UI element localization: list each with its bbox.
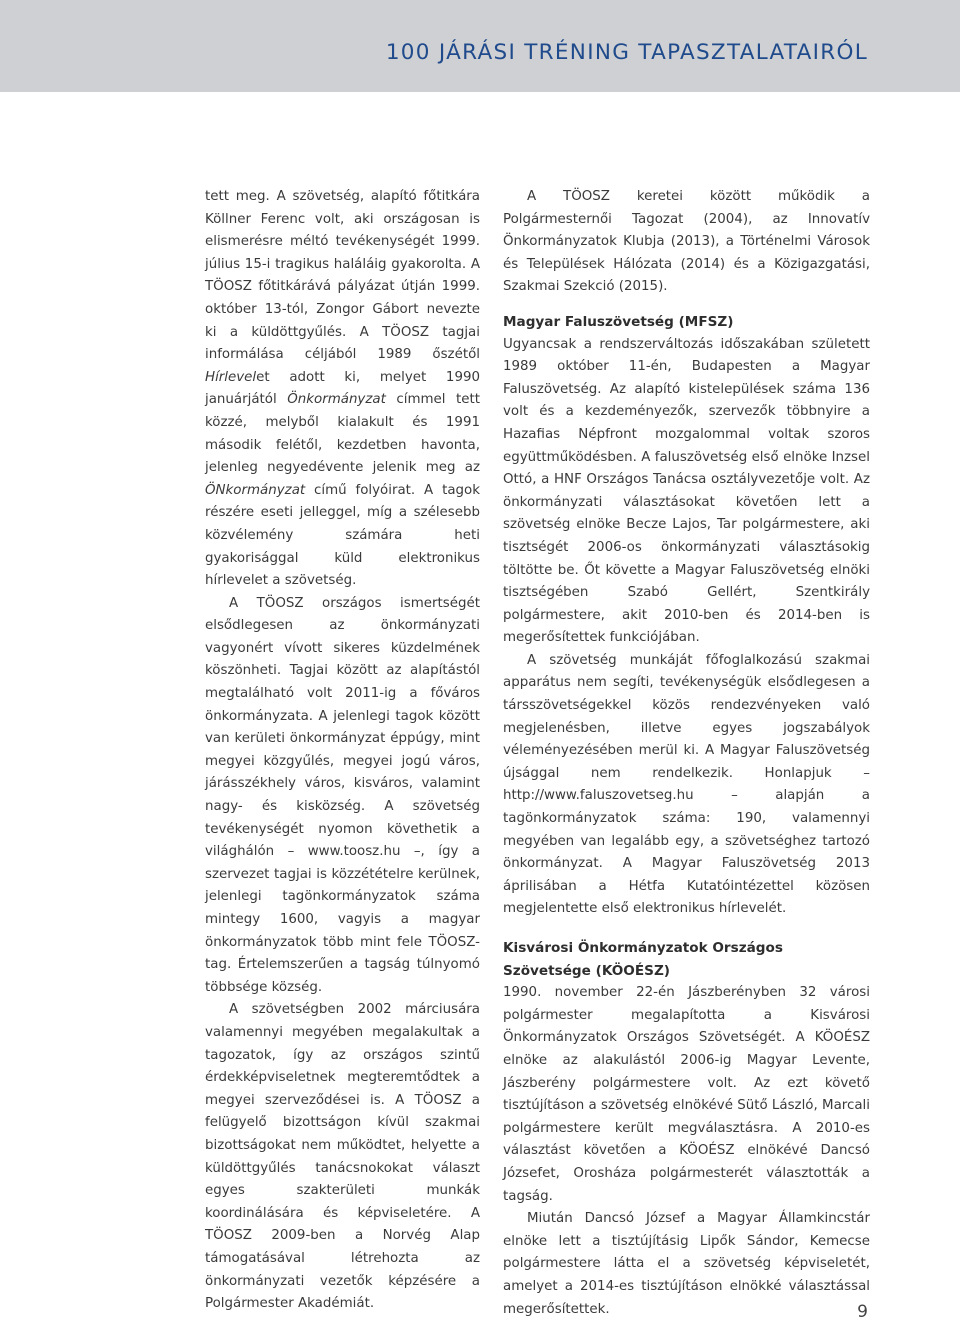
left-column xyxy=(205,186,480,1316)
italic-run: Hírlevel xyxy=(205,369,257,385)
page-number: 9 xyxy=(857,1302,868,1322)
text-run: címmel tett közzé, melyből kialakult és 1991 második felétől, kezdetben havonta, jelenleg negyedévente jelenik meg az xyxy=(205,392,480,476)
left-paragraph-1 xyxy=(205,186,480,593)
right-paragraph-1: A TÖOSZ keretei között működik a Polgármesternői Tagozat (2004), az Innovatív Önkormányzatok Klubja (2013), a Történelmi Városok és Települések Hálózata (2014) és a Közigazgatási, Szakmai Szekció (2015). xyxy=(503,189,870,295)
page-header xyxy=(0,0,960,92)
text-run: et adott ki, melyet 1990 januárjától xyxy=(205,369,480,408)
text-run: tett meg. A szövetség, alapító főtitkára Köllner Ferenc volt, aki országosan is elismerésre méltó tevékenységét 1999. július 15-i tragikus haláláig gyakorolta. A TÖOSZ főtitkárává pályázat útján 1999. október 13-tól, Zongor Gábort nevezte ki a küldöttgyűlés. A TÖOSZ tagjai informálása céljából 1989 őszétől xyxy=(205,189,480,363)
right-paragraph-5: Miután Dancsó József a Magyar Államkincstár elnöke lett a tisztújításig Lipők Sándor, Kemecse polgármestere látta el a szövetség képviseletét, amelyet a 2014-es tisztújításon elnökké választással megerősítettek. xyxy=(503,1211,870,1317)
section-heading-kooesz: Kisvárosi Önkormányzatok Országos Szövetsége (KÖOÉSZ) xyxy=(503,940,783,979)
text-run: című folyóirat. A tagok részére eseti jelleggel, míg a szélesebb közvélemény számára heti gyakorisággal küld elektronikus hírlevelet a szövetség. xyxy=(205,482,480,589)
right-paragraph-3: A szövetség munkáját főfoglalkozású szakmai apparátus nem segíti, tevékenységük elsődlegesen a társszövetségekkel közös rendezvényeken való megjelenésben, illetve egyes jogszabályok véleményezésében merül ki. A Magyar Faluszövetség újsággal nem rendelkezik. Honlapjuk – http://www.faluszovetseg.hu – alapján a tagönkormányzatok száma: 190, valamennyi megyében van legalább egy, a szövetséghez tartozó önkormányzat. A Magyar Faluszövetség 2013 áprilisában a Hétfa Kutatóintézettel közösen megjelentette első elektronikus hírlevelét. xyxy=(503,652,870,917)
italic-run: Önkormányzat xyxy=(287,392,386,408)
right-paragraph-2: Ugyancsak a rendszerváltozás időszakában született 1989 október 11-én, Budapesten a Magyar Faluszövetség. Az alapító kistelepülések száma 136 volt és a kezdeményezők, szervezők többnyire a Hazafias Népfront mozgalommal voltak szoros együttműködésben. A faluszövetség első elnöke Inzsel Ottó, a HNF Országos Tanácsa osztályvezetője volt. Az önkormányzati választásokat követően lett a szövetség elnöke Becze Lajos, Tar polgármestere, aki tisztségét 2006-os önkormányzati választásokig töltötte be. Őt követte a Magyar Faluszövetség elnöki tisztségében Szabó Gellért, Szentkirály polgármestere, akit 2010-ben és 2014-ben is megerősítettek funkciójában. xyxy=(503,336,870,646)
right-paragraph-4: 1990. november 22-én Jászberényben 32 városi polgármester megalapította a Kisvárosi Önkormányzatok Országos Szövetségét. A KÖOÉSZ elnöke az alakulástól 2006-ig Magyar Levente, Jászberény polgármestere volt. Az ezt követő tisztújításon a szövetség elnökévé Sütő László, Marcali polgármestere került megválasztásra. A 2010-es választást követően a KÖOÉSZ elnökévé Dancsó Józsefet, Orosháza polgármesterét választották a tagság. xyxy=(503,985,870,1204)
header-title: 100 JÁRÁSI TRÉNING TAPASZTALATAIRÓL xyxy=(385,40,868,65)
section-heading-mfsz: Magyar Faluszövetség (MFSZ) xyxy=(503,313,734,330)
italic-run: ÖNkormányzat xyxy=(205,482,306,498)
left-paragraph-3: A szövetségben 2002 márciusára valamennyi megyében megalakultak a tagozatok, így az országos szintű érdekképviseletnek megteremtődtek a megyei szerveződései is. A TÖOSZ a felügyelő bizottságon kívül szakmai bizottságokat nem működtet, helyette a küldöttgyűlés tanácsnokokat választ egyes szakterületi munkák koordinálására és képviseletére. A TÖOSZ 2009-ben a Norvég Alap támogatásával létrehozta az önkormányzati vezetők képzésére a Polgármester Akadémiát. xyxy=(205,1002,480,1312)
right-column xyxy=(503,186,870,1321)
left-paragraph-2: A TÖOSZ országos ismertségét elsődlegesen az önkormányzati vagyonért vívott sikeres küzdelmének köszönheti. Tagjai között az alapítástól megtalálható volt 2011-ig a főváros önkormányzata. A jelenlegi tagok között van kerületi önkormányzat éppúgy, mint megyei közgyűlés, megyei jogú város, járásszékhely város, kisváros, valamint nagy- és kisközség. A szövetség tevékenységét nyomon követhetik a világhálón – www.toosz.hu –, így a szervezet tagjai is közzétételre kerülnek, jelenlegi tagönkormányzatok száma mintegy 1600, vagyis a magyar önkormányzatok több mint fele TÖOSZ-tag. Értelemszerűen a tagság túlnyomó többsége község. xyxy=(205,595,480,995)
